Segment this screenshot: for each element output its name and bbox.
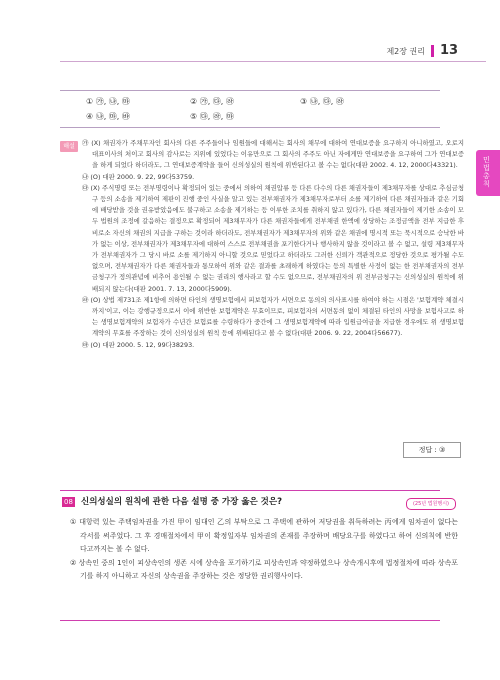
choice-2: ② ㉮, ㉰, ㉱ — [190, 97, 234, 106]
explanation-badge: 해설 — [60, 141, 78, 152]
choice-5: ⑤ ㉰, ㉱, ㉲ — [190, 112, 234, 121]
choice-3: ③ ㉯, ㉰, ㉱ — [300, 97, 344, 106]
explanation-item: ㉰ (X) 주식명령 또는 전부명령이나 확정되어 있는 중에서 의하여 채권압류 등 다른 다수의 다른 채권자들이 제3채무자를 상대로 추심금청구 등의 소송을 제기하여 제판이 진행 중인 사실을 알고 있는 전부채권자가 제3채무자로부터 소를 제기하여 다른 채권자들과 같은 기회에 배당받을 것을 권유받았음에도 불구하고 소송을 제기하는 등 이루한 조치를 취하지 않고 있다가, 다른 채권자들이 제기한 소송이 모두 법원의 조정에 갈음하는 결정으로 확정되어 제3채무자가 다른 채권자들에게 전부채권 한액에 상당하는 조정금액을 전부 지급한 후 비로소 자신의 채권의 지급을 구하는 것이라 하더라도, 전부채권자가 제3채무자의 위와 같은 채권에 명시적 또는 묵시적으로 승낙한 바가 없는 이상, 전부채권자가 제3채무자에 대하여 스스로 전부채권을 포기한다거나 행사하지 않을 것이라고 볼 수 없고, 설령 제3채무자가 전부채권자가 그 당시 바로 소를 제기하지 아니할 것으로 믿었다고 하더라도 그러한 신뢰가 객관적으로 정당한 것으로 평가될 수도 없으며, 전부채권자가 다른 채권자들과 통모하여 위와 같은 결과를 초래하게 하였다는 등의 특별한 사정이 없는 한 전부채권자의 전부금청구가 정의관념에 비추어 용인될 수 없는 권리의 행사라고 할 수도 없으므로, 전부채권자의 위 전부금청구는 신의성실의 원칙에 위배되지 않는다(대판 2001. 7. 13, 2000다5909). — [82, 183, 464, 293]
chapter-title: 제2장 권리 — [386, 47, 425, 56]
side-tab-label: 민법총칙 — [483, 156, 490, 188]
explanation-item: ㉱ (O) 상법 제731조 제1항에 의하면 타인의 생명보험에서 피보험자가 서면으로 동의의 의사표시를 하여야 하는 시점은 '보험계약 체결시까지'이고, 이는 강행규정으로서 이에 위반한 보험계약은 무효이므로, 피보험자의 서면동의 없이 체결된 타인의 사망을 보험사고로 하는 생명보험계약의 보험자가 수년간 보험료를 수령하다가 중간에 그 생명보험계약에 따라 입원급여금을 지급한 경우에도 위 생명보험계약의 무효를 주장하는 것이 신의성실의 원칙 등에 위배된다고 볼 수 없다(대판 2006. 9. 22, 2004다56677). — [82, 295, 464, 338]
explanation-item: ㉲ (O) 대판 2000. 5. 12, 99다38293. — [82, 340, 195, 349]
choice-4: ④ ㉯, ㉲, ㉳ — [86, 112, 130, 121]
header-accent-bar — [431, 45, 434, 57]
question-options — [70, 516, 458, 584]
question-option: ① 대항력 있는 주택임차권을 가진 甲이 임대인 乙의 부탁으로 그 주택에 관하여 저당권을 취득하려는 丙에게 임차권이 없다는 각서를 써주었다. 그 후 경매절차에서 甲이 확정일자부 임차권의 존재를 주장하며 배당요구를 하였다고 하여 신의칙에 반한다고까지는 볼 수 없다. — [70, 518, 458, 553]
explanation-body — [82, 138, 464, 351]
question-top-rule — [60, 490, 440, 491]
page-number: 13 — [440, 43, 459, 58]
choice-1: ① ㉮, ㉯, ㉲ — [86, 97, 130, 106]
answer-box: 정답 : ③ — [403, 442, 461, 458]
header-divider — [60, 61, 486, 62]
explanation-item: ㉯ (O) 대판 2000. 9. 22, 99다53759. — [82, 172, 195, 181]
question-number: 08 — [62, 497, 75, 507]
question-bottom-rule — [60, 620, 440, 621]
question-source-tag: (25년 법원행시) — [406, 498, 456, 510]
explanation-item: ㉮ (X) 채권자가 주채무자인 회사의 다른 주주들이나 임원들에 대해서는 회사의 채무에 대하여 연대보증을 요구하지 아니하였고, 오로지 대표이사의 처이고 회사의 감사로는 지위에 있었다는 이유만으로 그 회사의 주주도 아닌 자에게만 연대보증을 요구하여 그가 연대보증을 하게 되었다 하더라도, 그 연대보증계약을 들어 신의성실의 원칙에 위반된다고 볼 수는 없다(대판 2002. 4. 12, 2000다43321). — [82, 139, 464, 170]
section-side-tab — [476, 150, 500, 196]
question-option: ② 상속인 중의 1인이 피상속인의 생존 시에 상속을 포기하기로 피상속인과 약정하였으나 상속개시후에 법정절차에 따라 상속포기를 하지 아니하고 자신의 상속권을 주장하는 것은 정당한 권리행사이다. — [70, 558, 458, 580]
question-text: 신의성실의 원칙에 관한 다음 설명 중 가장 옳은 것은? — [81, 497, 283, 507]
